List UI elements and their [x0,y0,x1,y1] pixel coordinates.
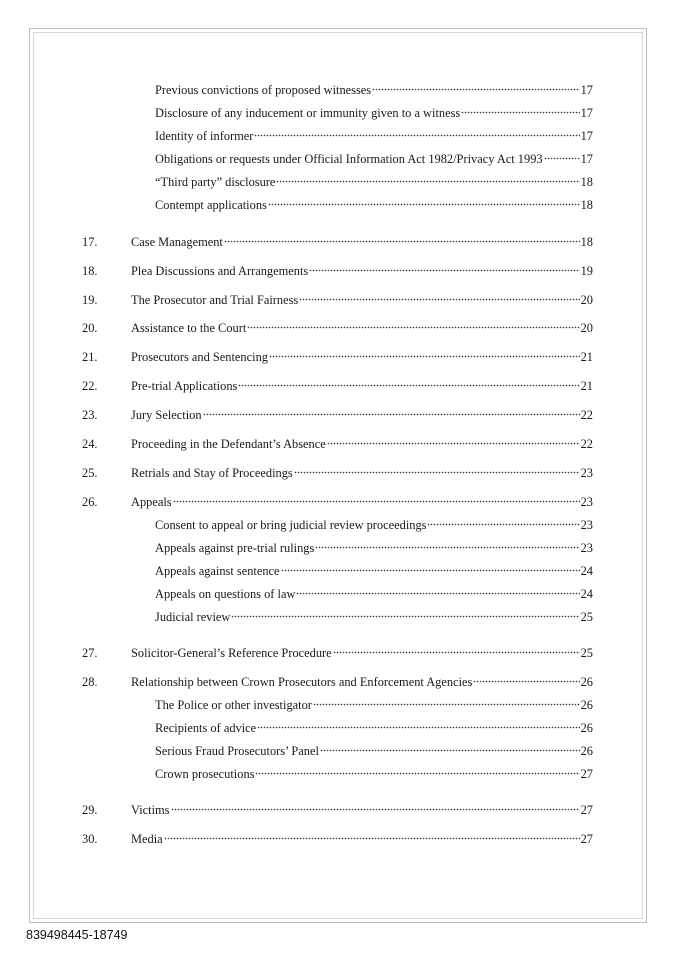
toc-entry[interactable] [155,580,593,601]
dot-leader [203,401,580,419]
toc-entry-title: Consent to appeal or bring judicial review proceedings [155,518,427,532]
toc-entry-page: 23 [580,495,593,509]
toc-entry-page: 27 [580,803,593,817]
toc-entry[interactable] [82,459,593,480]
toc-entry-page: 18 [580,235,593,249]
toc-entry-page: 17 [580,152,593,166]
toc-entry-page: 26 [580,744,593,758]
toc-entry-title: Jury Selection [131,408,202,422]
toc-entry[interactable] [155,99,593,120]
toc-entry[interactable] [155,191,593,212]
toc-entry[interactable] [82,488,593,509]
toc-entry-title: Identity of informer [155,129,254,143]
toc-entry[interactable] [82,825,593,846]
toc-entry[interactable] [155,122,593,143]
toc-entry-page: 18 [580,175,593,189]
toc-entry[interactable] [82,286,593,307]
toc-entry-number: 24. [82,437,98,451]
toc-entry-title: Plea Discussions and Arrangements [131,264,309,278]
dot-leader [173,488,580,506]
toc-entry-page: 17 [580,83,593,97]
toc-entry-title: Victims [131,803,170,817]
dot-leader [164,825,580,843]
toc-entry[interactable] [155,145,593,166]
toc-entry-number: 20. [82,321,98,335]
toc-entry-title: Judicial review [155,610,231,624]
toc-entry-page: 26 [580,721,593,735]
toc-entry-number: 29. [82,803,98,817]
toc-entry[interactable] [82,372,593,393]
dot-leader [276,168,579,186]
dot-leader [294,459,580,477]
dot-leader [315,534,579,552]
toc-entry-title: Prosecutors and Sentencing [131,350,268,364]
toc-entry-page: 23 [580,466,593,480]
toc-entry-title: The Police or other investigator [155,698,312,712]
dot-leader [238,372,579,390]
toc-entry[interactable] [82,343,593,364]
toc-entry[interactable] [155,76,593,97]
dot-leader [296,580,579,598]
toc-entry-page: 25 [580,610,593,624]
toc-entry-page: 17 [580,106,593,120]
dot-leader [255,760,579,778]
toc-entry-page: 23 [580,541,593,555]
toc-entry-number: 26. [82,495,98,509]
toc-entry-number: 23. [82,408,98,422]
toc-entry-number: 25. [82,466,98,480]
toc-entry-title: Proceeding in the Defendant’s Absence [131,437,326,451]
toc-entry-number: 30. [82,832,98,846]
toc-entry-title: Obligations or requests under Official Information Act 1982/Privacy Act 1993 [155,152,543,166]
dot-leader [257,714,579,732]
toc-entry-number: 18. [82,264,98,278]
toc-entry-title: Case Management [131,235,223,249]
toc-entry-title: The Prosecutor and Trial Fairness [131,293,299,307]
toc-entry[interactable] [155,737,593,758]
dot-leader [327,430,580,448]
toc-entry-title: Crown prosecutions [155,767,255,781]
toc-entry-page: 18 [580,198,593,212]
dot-leader [427,511,579,529]
toc-entry-title: Media [131,832,163,846]
toc-entry-title: Appeals on questions of law [155,587,296,601]
toc-entry[interactable] [82,668,593,689]
toc-entry-page: 19 [580,264,593,278]
toc-entry-page: 20 [580,293,593,307]
toc-entry-page: 22 [580,437,593,451]
toc-entry-title: Appeals [131,495,172,509]
toc-entry-page: 25 [580,646,593,660]
dot-leader [281,557,580,575]
dot-leader [544,145,580,163]
dot-leader [473,668,579,686]
toc-entry[interactable] [82,796,593,817]
toc-entry[interactable] [82,228,593,249]
toc-entry-title: Recipients of advice [155,721,257,735]
toc-entry-title: Assistance to the Court [131,321,247,335]
toc-entry-page: 21 [580,350,593,364]
toc-entry-title: Disclosure of any inducement or immunity given to a witness [155,106,461,120]
toc-entry-page: 23 [580,518,593,532]
toc-entry-title: Solicitor-General’s Reference Procedure [131,646,332,660]
document-id: 839498445-18749 [26,928,128,942]
toc-entry-number: 17. [82,235,98,249]
dot-leader [269,343,580,361]
toc-entry[interactable] [155,557,593,578]
toc-entry[interactable] [82,430,593,451]
toc-entry[interactable] [155,168,593,189]
dot-leader [247,314,579,332]
toc-entry-page: 20 [580,321,593,335]
toc-entry-page: 22 [580,408,593,422]
dot-leader [254,122,579,140]
dot-leader [320,737,580,755]
toc-entry-title: Serious Fraud Prosecutors’ Panel [155,744,319,758]
toc-entry-number: 22. [82,379,98,393]
toc-entry-page: 21 [580,379,593,393]
toc-entry-number: 19. [82,293,98,307]
toc-entry-page: 27 [580,832,593,846]
toc-entry-title: Previous convictions of proposed witnesses [155,83,372,97]
dot-leader [372,76,579,94]
toc-entry-title: Pre-trial Applications [131,379,238,393]
toc-entry-title: Contempt applications [155,198,267,212]
dot-leader [268,191,580,209]
toc-entry[interactable] [82,639,593,660]
toc-entry[interactable] [82,314,593,335]
toc-entry-number: 27. [82,646,98,660]
toc-entry-title: Relationship between Crown Prosecutors and Enforcement Agencies [131,675,473,689]
dot-leader [231,603,579,621]
toc-entry-number: 28. [82,675,98,689]
toc-entry-page: 24 [580,587,593,601]
dot-leader [309,257,579,275]
toc-entry[interactable] [155,760,593,781]
toc-entry-page: 24 [580,564,593,578]
toc-entry-page: 26 [580,675,593,689]
toc-entry[interactable] [82,257,593,278]
dot-leader [313,691,580,709]
toc-entry[interactable] [155,511,593,532]
toc-entry-number: 21. [82,350,98,364]
toc-entry-page: 26 [580,698,593,712]
dot-leader [224,228,580,246]
toc-entry-page: 27 [580,767,593,781]
toc-entry-title: “Third party” disclosure [155,175,276,189]
toc-entry[interactable] [82,401,593,422]
toc-entry[interactable] [155,534,593,555]
dot-leader [333,639,580,657]
toc-entry-title: Retrials and Stay of Proceedings [131,466,293,480]
toc-entry-title: Appeals against sentence [155,564,280,578]
dot-leader [461,99,579,117]
dot-leader [299,286,579,304]
toc-entry[interactable] [155,603,593,624]
dot-leader [171,796,580,814]
toc-entry-title: Appeals against pre-trial rulings [155,541,315,555]
toc-entry[interactable] [155,714,593,735]
toc-entry[interactable] [155,691,593,712]
toc-entry-page: 17 [580,129,593,143]
